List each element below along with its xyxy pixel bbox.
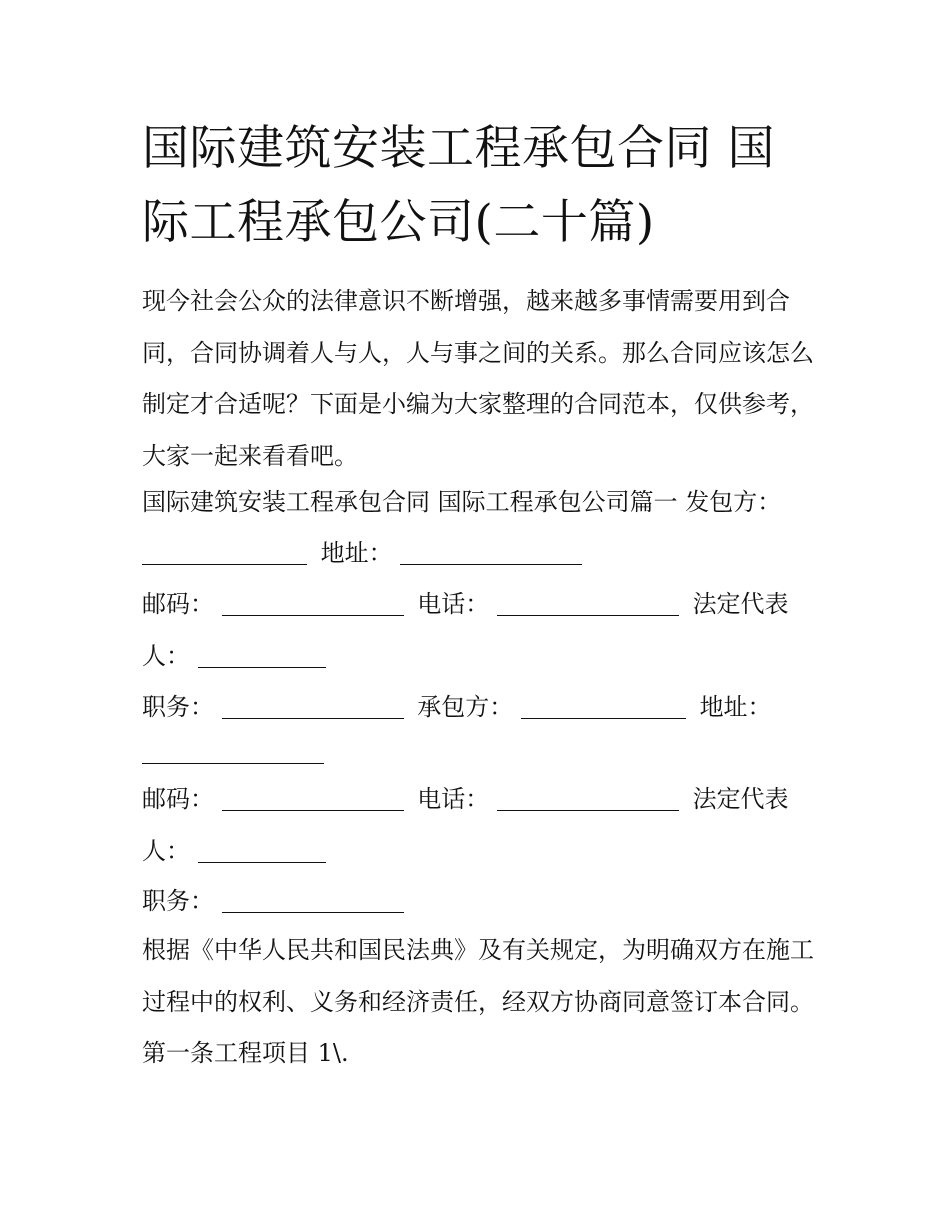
intro-paragraph — [142, 276, 822, 482]
contractor-address-blank — [142, 741, 324, 764]
contractor-contact-line — [142, 775, 822, 823]
intro-text: 现今社会公众的法律意识不断增强，越来越多事情需要用到合同，合同协调着人与人，人与事之间的关系。那么合同应该怎么制定才合适呢？下面是小编为大家整理的合同范本，仅供参考，大家一起来看看吧。 — [142, 287, 814, 470]
contractor-legal-rep-label: 法定代表 — [692, 785, 789, 813]
contractor-address-line — [142, 728, 822, 776]
clause-paragraph — [142, 925, 822, 1080]
employer-position-line — [142, 683, 822, 731]
employer-legal-rep-line — [142, 632, 822, 680]
phone-label: 电话： — [417, 590, 490, 618]
employer-position-blank — [222, 696, 404, 719]
employer-legal-rep-blank — [198, 645, 326, 668]
contractor-postcode-label: 邮码： — [142, 785, 214, 813]
contractor-legal-rep-line — [142, 827, 822, 875]
employer-contact-line — [142, 580, 822, 628]
clause-text: 根据《中华人民共和国民法典》及有关规定，为明确双方在施工过程中的权利、义务和经济责任，经双方协商同意签订本合同。 第一条工程项目 1\. — [142, 936, 814, 1067]
employer-phone-blank — [497, 593, 679, 616]
contractor-label: 承包方： — [417, 693, 514, 721]
section-heading-line — [142, 478, 822, 526]
legal-rep-label: 法定代表 — [692, 590, 789, 618]
employer-address-line — [142, 529, 822, 577]
contractor-name-blank — [521, 696, 686, 719]
contractor-address-label: 地址： — [699, 693, 772, 721]
section-heading: 国际建筑安装工程承包合同 国际工程承包公司篇一 发包方： — [142, 488, 782, 516]
employer-name-blank — [142, 542, 307, 565]
contractor-phone-blank — [497, 788, 679, 811]
contractor-legal-rep-label-cont: 人： — [142, 837, 190, 865]
contractor-position-line — [142, 877, 822, 925]
employer-address-blank — [400, 542, 582, 565]
address-label: 地址： — [320, 539, 393, 567]
postcode-label: 邮码： — [142, 590, 214, 618]
contractor-postcode-blank — [222, 788, 404, 811]
contractor-position-blank — [222, 890, 404, 913]
contractor-position-label: 职务： — [142, 887, 214, 915]
employer-postcode-blank — [222, 593, 404, 616]
legal-rep-label-cont: 人： — [142, 642, 190, 670]
contractor-phone-label: 电话： — [417, 785, 490, 813]
contractor-legal-rep-blank — [198, 840, 326, 863]
position-label: 职务： — [142, 693, 214, 721]
document-title: 国际建筑安装工程承包合同 国际工程承包公司(二十篇) — [142, 121, 775, 250]
